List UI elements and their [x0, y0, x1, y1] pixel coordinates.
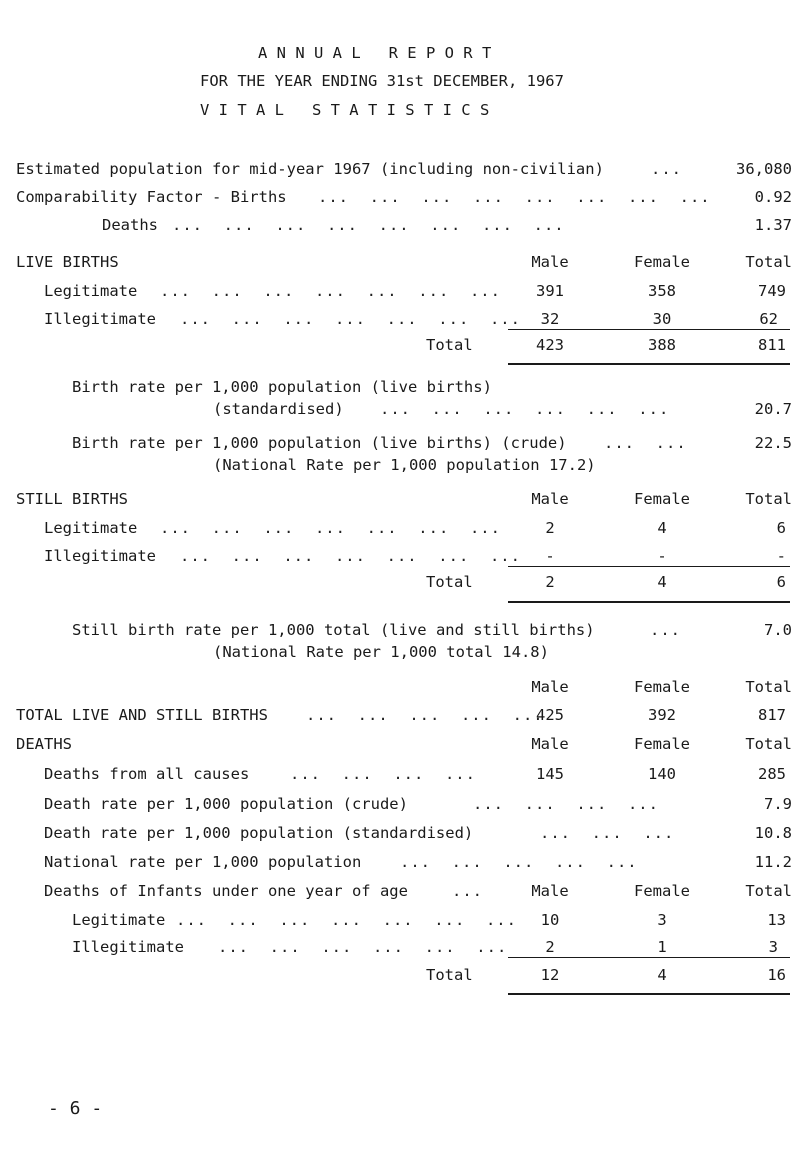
legitimate-label: Legitimate	[72, 911, 166, 929]
tls-female: 392	[648, 706, 676, 724]
infant-illegit-female: 1	[657, 938, 667, 956]
birth-rate-std-line2: (standardised)	[213, 400, 344, 418]
col-male: Male	[531, 490, 569, 508]
infant-legit-total: 13	[767, 911, 786, 929]
deaths-all-causes-label: Deaths from all causes	[44, 765, 250, 783]
still-illegit-total: -	[776, 547, 786, 565]
birth-rate-std-value: 20.7	[754, 400, 792, 418]
comparability-deaths-value: 1.37	[754, 216, 792, 234]
live-total-male: 423	[536, 336, 564, 354]
birth-rate-crude-line1: Birth rate per 1,000 population (live births) (crude)	[72, 434, 567, 452]
infant-illegit-total: 3	[768, 938, 778, 956]
col-total: Total	[745, 678, 792, 696]
dot-leader: ... ... ... ... ... ... ...	[180, 310, 521, 328]
col-male: Male	[531, 735, 569, 753]
col-male: Male	[531, 253, 569, 271]
illegitimate-label: Illegitimate	[44, 310, 156, 328]
still-total-male: 2	[545, 573, 555, 591]
total-label: Total	[426, 966, 473, 984]
deaths-total: 285	[758, 765, 786, 783]
col-male: Male	[531, 678, 569, 696]
dot-leader: ... ... ... ... ... ... ...	[176, 911, 517, 929]
live-births-heading: LIVE BIRTHS	[16, 253, 119, 271]
still-birth-rate-value: 7.0	[764, 621, 792, 639]
still-illegit-female: -	[657, 547, 667, 565]
infant-total-total: 16	[767, 966, 786, 984]
dot-leader: ...	[650, 621, 681, 639]
subtotal-rule	[508, 957, 790, 958]
live-legit-male: 391	[536, 282, 564, 300]
still-illegit-male: -	[545, 547, 555, 565]
birth-rate-crude-value: 22.5	[754, 434, 792, 452]
total-label: Total	[426, 573, 473, 591]
population-label: Estimated population for mid-year 1967 (including non-civilian)	[16, 160, 604, 178]
live-illegit-female: 30	[652, 310, 672, 328]
live-total-female: 388	[648, 336, 676, 354]
subtotal-rule	[508, 566, 790, 567]
death-rate-crude-value: 7.9	[764, 795, 792, 813]
section-title: V I T A L S T A T I S T I C S	[200, 101, 490, 119]
page-number: - 6 -	[48, 1098, 103, 1119]
national-rate-value: 11.2	[754, 853, 792, 871]
legitimate-label: Legitimate	[44, 519, 138, 537]
comparability-births-label: Comparability Factor - Births	[16, 188, 287, 206]
still-births-heading: STILL BIRTHS	[16, 490, 128, 508]
legitimate-label: Legitimate	[44, 282, 138, 300]
dot-leader: ... ... ... ... ... ...	[380, 400, 670, 418]
total-rule	[508, 363, 790, 365]
col-total: Total	[745, 882, 792, 900]
tls-total: 817	[758, 706, 786, 724]
death-rate-std-value: 10.8	[754, 824, 792, 842]
dot-leader: ... ... ... ... ... ... ... ...	[318, 188, 711, 206]
col-male: Male	[531, 882, 569, 900]
dot-leader: ... ... ... ... ... ...	[218, 938, 508, 956]
still-legit-male: 2	[545, 519, 555, 537]
col-total: Total	[745, 490, 792, 508]
live-total-total: 811	[758, 336, 786, 354]
dot-leader: ...	[452, 882, 483, 900]
dot-leader: ... ... ... ... ... ... ... ...	[172, 216, 565, 234]
live-illegit-male: 32	[540, 310, 560, 328]
infant-legit-female: 3	[657, 911, 667, 929]
col-total: Total	[745, 253, 792, 271]
still-legit-total: 6	[776, 519, 786, 537]
col-total: Total	[745, 735, 792, 753]
live-legit-total: 749	[758, 282, 786, 300]
col-female: Female	[634, 678, 690, 696]
dot-leader: ... ... ... ... ... ... ...	[160, 519, 501, 537]
comparability-deaths-label: Deaths	[102, 216, 158, 234]
subtotal-rule	[508, 329, 790, 330]
still-total-female: 4	[657, 573, 667, 591]
total-rule	[508, 601, 790, 603]
dot-leader: ... ... ... ... ... ... ...	[180, 547, 521, 565]
live-legit-female: 358	[648, 282, 676, 300]
still-birth-rate-national: (National Rate per 1,000 total 14.8)	[213, 643, 549, 661]
col-female: Female	[634, 253, 690, 271]
infant-illegit-male: 2	[545, 938, 555, 956]
col-female: Female	[634, 882, 690, 900]
birth-rate-national: (National Rate per 1,000 population 17.2)	[213, 456, 596, 474]
illegitimate-label: Illegitimate	[72, 938, 184, 956]
national-rate-label: National rate per 1,000 population	[44, 853, 362, 871]
dot-leader: ... ... ... ... ...	[306, 706, 544, 724]
tls-male: 425	[536, 706, 564, 724]
total-label: Total	[426, 336, 473, 354]
infant-legit-male: 10	[540, 911, 560, 929]
dot-leader: ... ... ... ... ... ... ...	[160, 282, 501, 300]
comparability-births-value: 0.92	[754, 188, 792, 206]
population-value: 36,080	[736, 160, 792, 178]
still-total-total: 6	[776, 573, 786, 591]
dot-leader: ... ... ... ...	[290, 765, 476, 783]
infant-deaths-heading: Deaths of Infants under one year of age	[44, 882, 408, 900]
birth-rate-std-line1: Birth rate per 1,000 population (live births)	[72, 378, 492, 396]
death-rate-std-label: Death rate per 1,000 population (standardised)	[44, 824, 474, 842]
illegitimate-label: Illegitimate	[44, 547, 156, 565]
report-subtitle: FOR THE YEAR ENDING 31st DECEMBER, 1967	[200, 72, 564, 90]
total-rule	[508, 993, 790, 995]
dot-leader: ... ... ...	[540, 824, 675, 842]
dot-leader: ...	[651, 160, 682, 178]
infant-total-male: 12	[540, 966, 560, 984]
dot-leader: ... ... ... ...	[473, 795, 659, 813]
report-title: A N N U A L R E P O R T	[258, 44, 492, 62]
dot-leader: ... ...	[604, 434, 687, 452]
still-legit-female: 4	[657, 519, 667, 537]
deaths-female: 140	[648, 765, 676, 783]
total-live-still-label: TOTAL LIVE AND STILL BIRTHS	[16, 706, 268, 724]
deaths-male: 145	[536, 765, 564, 783]
col-female: Female	[634, 490, 690, 508]
infant-total-female: 4	[657, 966, 667, 984]
still-birth-rate-line1: Still birth rate per 1,000 total (live and still births)	[72, 621, 595, 639]
col-female: Female	[634, 735, 690, 753]
death-rate-crude-label: Death rate per 1,000 population (crude)	[44, 795, 408, 813]
deaths-heading: DEATHS	[16, 735, 72, 753]
dot-leader: ... ... ... ... ...	[400, 853, 638, 871]
live-illegit-total: 62	[759, 310, 778, 328]
